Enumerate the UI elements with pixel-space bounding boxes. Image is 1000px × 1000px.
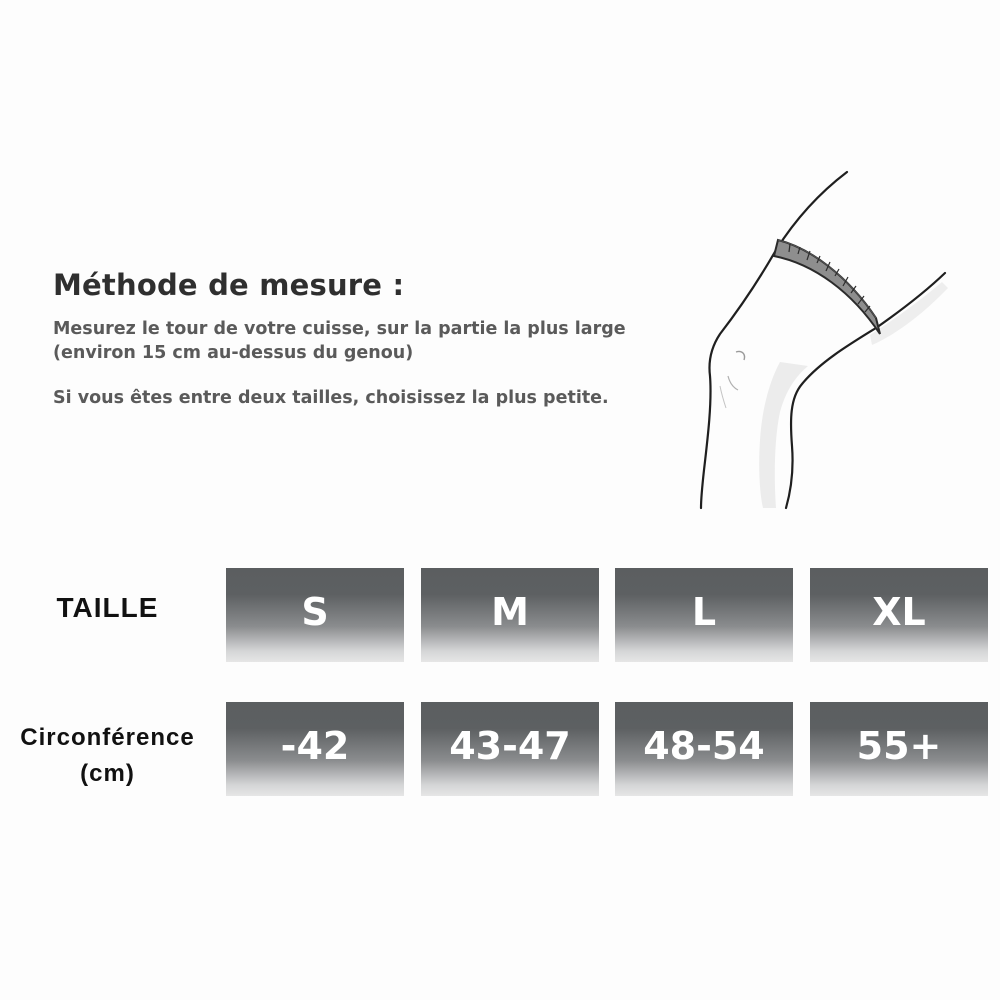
size-row-label: TAILLE [56, 592, 159, 623]
method-instruction-line-1: Mesurez le tour de votre cuisse, sur la partie la plus large [53, 319, 626, 339]
circumference-cell-m: 43-47 [421, 702, 599, 796]
circumference-cell-s: -42 [226, 702, 404, 796]
circumference-label-line-1: Circonférence [20, 724, 195, 751]
size-cell-xl: XL [810, 568, 988, 662]
method-tip: Si vous êtes entre deux tailles, choisissez la plus petite. [53, 388, 609, 408]
circumference-row-label [5, 720, 210, 792]
leg-measuring-tape-icon [690, 140, 990, 540]
size-cell-m: M [421, 568, 599, 662]
circumference-label-line-2: (cm) [80, 760, 135, 787]
size-cell-s: S [226, 568, 404, 662]
size-cell-l: L [615, 568, 793, 662]
circumference-cell-xl: 55+ [810, 702, 988, 796]
method-instruction-line-2: (environ 15 cm au-dessus du genou) [53, 343, 414, 363]
method-title: Méthode de mesure : [53, 268, 405, 302]
circumference-cell-l: 48-54 [615, 702, 793, 796]
